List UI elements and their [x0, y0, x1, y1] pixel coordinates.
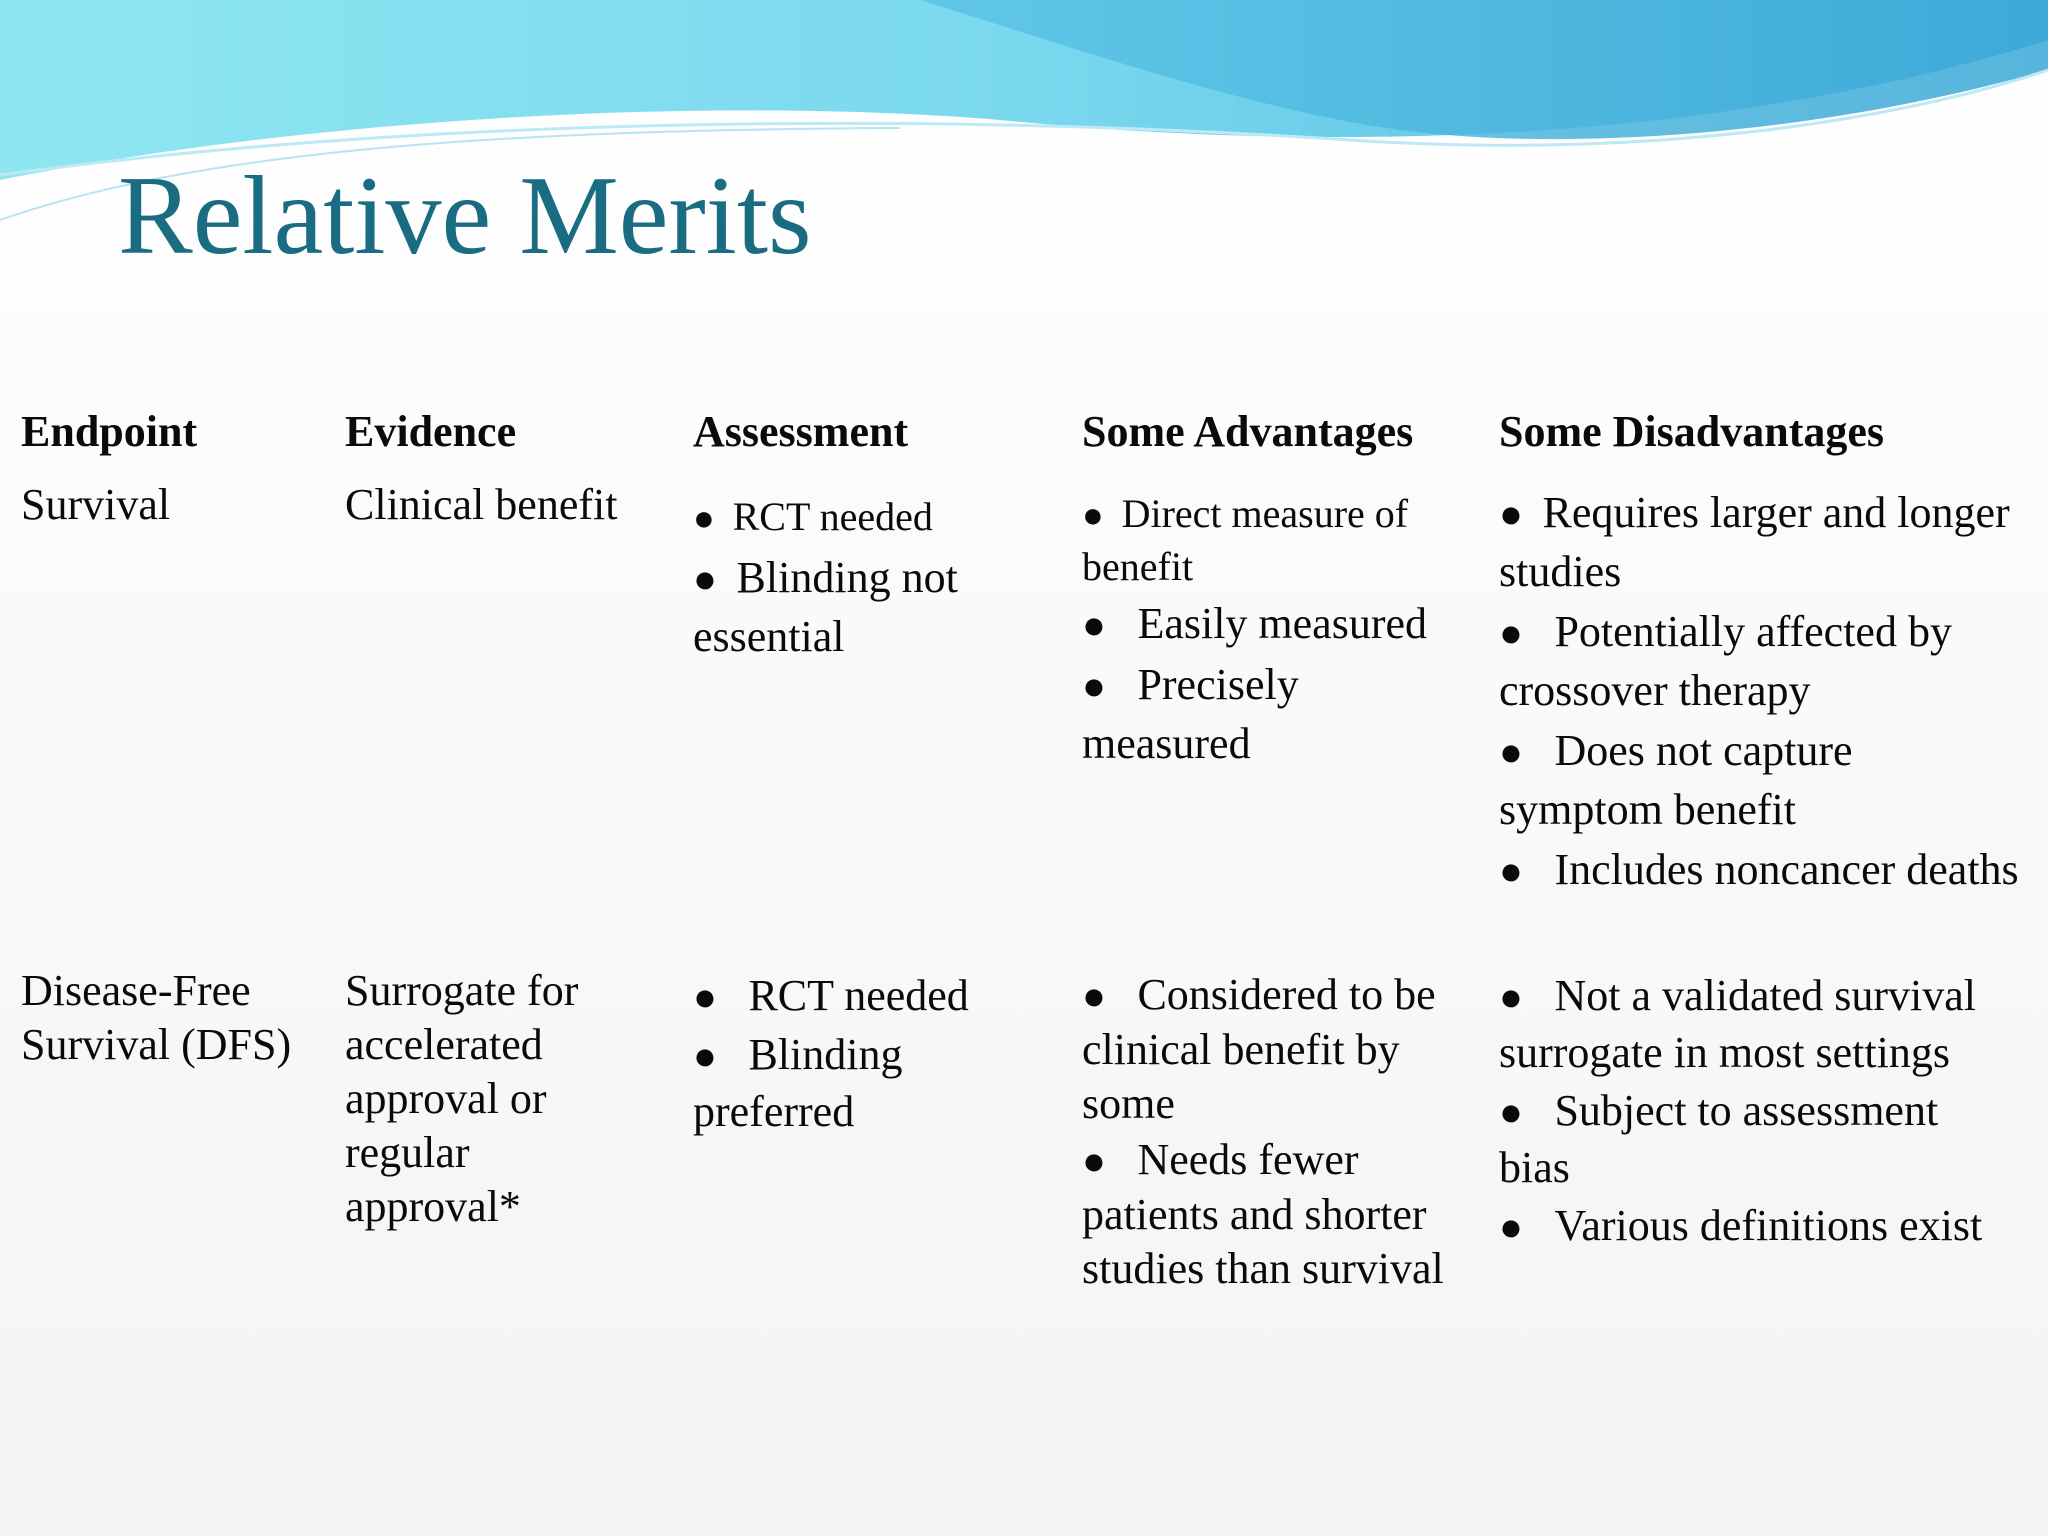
advantages-list — [1082, 488, 1462, 773]
bullet-icon: ● — [1499, 849, 1523, 893]
bullet-icon: ● — [693, 557, 717, 601]
list-item: ● Easily measured — [1082, 595, 1462, 654]
endpoint-cell: Survival — [21, 480, 171, 529]
bullet-icon: ● — [1082, 495, 1104, 535]
disadvantages-list — [1499, 968, 2019, 1255]
list-item: ● Includes noncancer deaths — [1499, 841, 2019, 900]
list-item: ● RCT needed — [693, 968, 1023, 1025]
advantages-cell — [1082, 488, 1462, 775]
list-item: ● Considered to be clinical benefit by some — [1082, 970, 1436, 1128]
assessment-column — [693, 398, 1053, 1136]
advantages-column — [1082, 398, 1462, 1293]
list-item: ● Various definitions exist — [1499, 1198, 2019, 1255]
list-item: ● Needs fewer patients and shorter studies than survival — [1082, 1135, 1444, 1293]
advantages-cell — [1082, 968, 1462, 1298]
endpoint-cell: Disease-Free Survival (DFS) — [21, 966, 292, 1069]
bullet-icon: ● — [1082, 974, 1106, 1018]
disadvantages-cell — [1499, 484, 2019, 902]
bullet-icon: ● — [693, 975, 717, 1019]
bullet-icon: ● — [1082, 664, 1106, 708]
bullet-icon: ● — [693, 1034, 717, 1078]
list-item: ● Requires larger and longer studies — [1499, 484, 2019, 601]
assessment-list — [693, 968, 1023, 1140]
list-item: ● Subject to assessment bias — [1499, 1086, 1939, 1192]
evidence-cell: Clinical benefit — [345, 480, 618, 529]
header-advantages: Some Advantages — [1082, 407, 1414, 456]
evidence-column — [345, 398, 665, 1231]
bullet-icon: ● — [1499, 975, 1523, 1019]
header-assessment: Assessment — [693, 407, 909, 456]
list-item: ● Blinding not essential — [693, 549, 1023, 666]
bullet-icon: ● — [1499, 492, 1523, 536]
assessment-cell — [693, 968, 1023, 1142]
bullet-icon: ● — [1082, 603, 1106, 647]
header-evidence: Evidence — [345, 407, 517, 456]
header-endpoint: Endpoint — [21, 407, 198, 456]
bullet-icon: ● — [1499, 1090, 1523, 1134]
disadvantages-column — [1499, 398, 2019, 1250]
evidence-cell: Surrogate for accelerated approval or regular approval* — [345, 966, 579, 1231]
assessment-list — [693, 488, 1023, 666]
list-item: ● Precisely measured — [1082, 656, 1462, 773]
advantages-list — [1082, 968, 1462, 1296]
list-item: ● Potentially affected by crossover therapy — [1499, 603, 2019, 720]
slide-title: Relative Merits — [118, 154, 812, 278]
bullet-icon: ● — [693, 498, 715, 538]
bullet-icon: ● — [1499, 611, 1523, 655]
bullet-icon: ● — [1499, 1205, 1523, 1249]
list-item: ● Direct measure of benefit — [1082, 491, 1409, 589]
disadvantages-list — [1499, 484, 2019, 900]
endpoint-column — [21, 398, 321, 1069]
list-item: ● Not a validated survival surrogate in most settings — [1499, 971, 1976, 1077]
list-item: ● Does not capture symptom benefit — [1499, 722, 2019, 839]
bullet-icon: ● — [1082, 1139, 1106, 1183]
list-item: ● Blinding preferred — [693, 1030, 903, 1136]
assessment-cell — [693, 488, 1023, 668]
bullet-icon: ● — [1499, 730, 1523, 774]
header-disadvantages: Some Disadvantages — [1499, 407, 1885, 456]
disadvantages-cell — [1499, 968, 2019, 1257]
list-item: ● RCT needed — [693, 488, 1023, 547]
